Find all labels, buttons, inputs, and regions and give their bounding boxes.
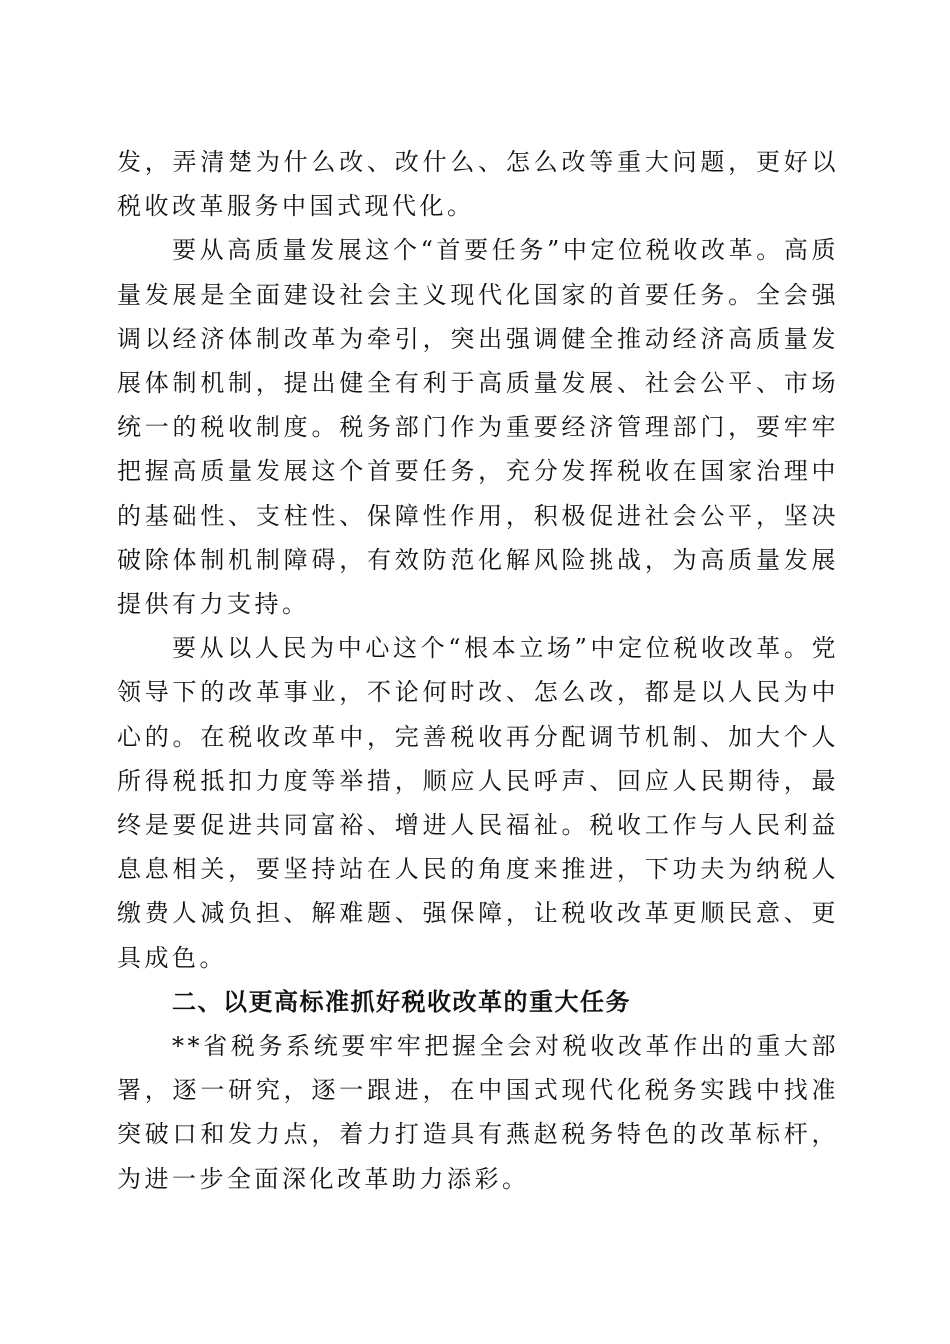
paragraph-people-centered: 要从以人民为中心这个“根本立场”中定位税收改革。党领导下的改革事业，不论何时改、怎么改，都是以人民为中心的。在税收改革中，完善税收再分配调节机制、加大个人所得税抵扣力度等举措，顺应人民呼声、回应人民期待，最终是要促进共同富裕、增进人民福祉。税收工作与人民利益息息相关，要坚持站在人民的角度来推进，下功夫为纳税人缴费人减负担、解难题、强保障，让税收改革更顺民意、更具成色。 [117,634,839,972]
paragraph-high-quality-development: 要从高质量发展这个“首要任务”中定位税收改革。高质量发展是全面建设社会主义现代化国家的首要任务。全会强调以经济体制改革为牵引，突出强调健全推动经济高质量发展体制机制，提出健全有利于高质量发展、社会公平、市场统一的税收制度。税务部门作为重要经济管理部门，要牢牢把握高质量发展这个首要任务，充分发挥税收在国家治理中的基础性、支柱性、保障性作用，积极促进社会公平，坚决破除体制机制障碍，有效防范化解风险挑战，为高质量发展提供有力支持。 [117,236,839,619]
paragraph-continuation: 发，弄清楚为什么改、改什么、怎么改等重大问题，更好以税收改革服务中国式现代化。 [117,148,839,221]
section-heading: 二、以更高标准抓好税收改革的重大任务 [172,987,631,1016]
body-text [117,140,839,1201]
paragraph-provincial-tax-system: **省税务系统要牢牢把握全会对税收改革作出的重大部署，逐一研究，逐一跟进，在中国式现代化税务实践中找准突破口和发力点，着力打造具有燕赵税务特色的改革标杆，为进一步全面深化改革助力添彩。 [117,1032,839,1193]
